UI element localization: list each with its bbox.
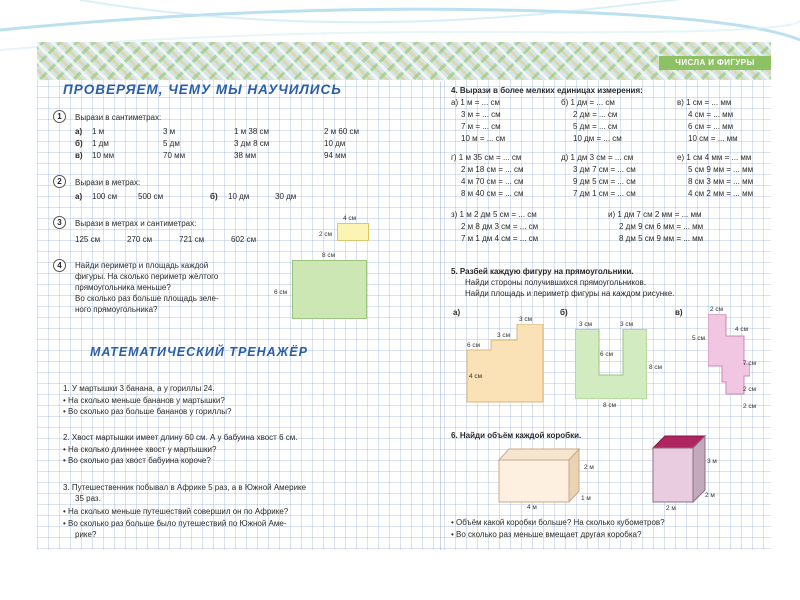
- yellow-rectangle: [337, 223, 369, 241]
- value: 94 мм: [324, 151, 347, 160]
- conversion: 6 см = ... мм: [688, 122, 734, 131]
- row-label: а): [75, 192, 83, 201]
- dimension-label: 4 см: [343, 215, 357, 222]
- trainer-line: • На сколько меньше путешествий совершил он по Африке?: [63, 507, 289, 516]
- conversion: 5 см 9 мм = ... мм: [688, 165, 754, 174]
- conversion: 7 м = ... см: [461, 122, 501, 131]
- dimension-label: 2 м: [666, 505, 676, 512]
- conversion: з) 1 м 2 дм 5 см = ... см: [451, 210, 537, 219]
- trainer-line: • Во сколько раз хвост бабуина короче?: [63, 456, 211, 465]
- value: 2 м 60 см: [324, 127, 360, 136]
- figure-label: а): [453, 308, 461, 317]
- conversion: 10 дм = ... см: [573, 134, 622, 143]
- conversion: 9 дм 5 см = ... см: [573, 177, 636, 186]
- trainer-line: 2. Хвост мартышки имеет длину 60 см. А у бабуина хвост 6 см.: [63, 433, 298, 442]
- page-divider: [440, 82, 441, 550]
- conversion: 5 дм = ... см: [573, 122, 618, 131]
- figure-label: б): [560, 308, 568, 317]
- box-1: [497, 446, 582, 506]
- value: 38 мм: [234, 151, 257, 160]
- task-5-line: Найди стороны получившихся прямоугольников.: [465, 278, 647, 287]
- figure-label: в): [675, 308, 683, 317]
- dimension-label: 6 см: [274, 289, 288, 296]
- conversion: и) 1 дм 7 см 2 мм = ... мм: [608, 210, 702, 219]
- value: 1 дм: [92, 139, 109, 148]
- value: 500 см: [138, 192, 164, 201]
- conversion: д) 1 дм 3 см = ... см: [561, 153, 634, 162]
- task-number: 1: [53, 110, 66, 123]
- conversion: 3 дм 7 см = ... см: [573, 165, 636, 174]
- conversion: 4 см = ... мм: [688, 110, 734, 119]
- dimension-label: 8 см: [649, 364, 663, 371]
- task-4-line: ного прямоугольника?: [75, 305, 158, 314]
- value: 1 м: [92, 127, 105, 136]
- dimension-label: 8 см: [322, 252, 336, 259]
- row-label: в): [75, 151, 83, 160]
- dimension-label: 2 см: [710, 306, 724, 313]
- value: 3 м: [163, 127, 176, 136]
- conversion: г) 1 м 35 см = ... см: [451, 153, 522, 162]
- dimension-label: 4 см: [735, 326, 749, 333]
- dimension-label: 1 м: [581, 495, 591, 502]
- conversion: 10 см = ... мм: [688, 134, 738, 143]
- task-2-question: Вырази в метрах:: [75, 178, 141, 187]
- dimension-label: 7 см: [743, 360, 757, 367]
- dimension-label: 4 см: [469, 373, 483, 380]
- conversion: а) 1 м = ... см: [451, 98, 501, 107]
- trainer-line: • На сколько меньше бананов у мартышки?: [63, 396, 225, 405]
- task-1-question: Вырази в сантиметрах:: [75, 113, 162, 122]
- conversion: в) 1 см = ... мм: [677, 98, 732, 107]
- conversion: 2 м 18 см = ... см: [461, 165, 524, 174]
- conversion: е) 1 см 4 мм = ... мм: [677, 153, 752, 162]
- task-number: 4: [53, 259, 66, 272]
- dimension-label: 4 м: [527, 504, 537, 511]
- value: 70 мм: [163, 151, 186, 160]
- dimension-label: 3 см: [497, 332, 511, 339]
- conversion: 3 м = ... см: [461, 110, 501, 119]
- value: 100 см: [92, 192, 118, 201]
- value: 3 дм 8 см: [234, 139, 270, 148]
- conversion: 8 м 40 см = ... см: [461, 189, 524, 198]
- value: 602 см: [231, 235, 257, 244]
- value: 5 дм: [163, 139, 180, 148]
- task-6-bullet: • Объём какой коробки больше? На сколько кубометров?: [451, 518, 665, 527]
- dimension-label: 3 м: [707, 458, 717, 465]
- trainer-line: • Во сколько раз больше бананов у гориллы?: [63, 407, 232, 416]
- value: 10 дм: [324, 139, 346, 148]
- task-5-line: Найди площадь и периметр фигуры на каждом рисунке.: [465, 289, 675, 298]
- task-5-line: 5. Разбей каждую фигуру на прямоугольники.: [451, 267, 634, 276]
- trainer-line: 1. У мартышки 3 банана, а у гориллы 24.: [63, 384, 215, 393]
- dimension-label: 2 см: [319, 231, 333, 238]
- row-label: б): [210, 192, 218, 201]
- row-label: а): [75, 127, 83, 136]
- conversion: 8 дм 5 см 9 мм = ... мм: [619, 234, 704, 243]
- value: 1 м 38 см: [234, 127, 270, 136]
- trainer-line: 35 раз.: [75, 494, 101, 503]
- row-label: б): [75, 139, 83, 148]
- dimension-label: 6 см: [600, 351, 614, 358]
- trainer-line: • На сколько длиннее хвост у мартышки?: [63, 445, 217, 454]
- dimension-label: 6 см: [467, 342, 481, 349]
- conversion: 2 дм 9 см 6 мм = ... мм: [619, 222, 704, 231]
- trainer-line: • Во сколько раз больше было путешествий по Южной Аме-: [63, 519, 287, 528]
- dimension-label: 3 см: [620, 321, 634, 328]
- textbook-page: [37, 42, 771, 550]
- task-4-line: прямоугольника меньше?: [75, 283, 171, 292]
- green-rectangle: [292, 260, 367, 319]
- dimension-label: 2 см: [743, 403, 757, 410]
- task-3-question: Вырази в метрах и сантиметрах:: [75, 219, 197, 228]
- task-4-line: Во сколько раз больше площадь зеле-: [75, 294, 219, 303]
- conversion: 2 м 8 дм 3 см = ... см: [461, 222, 539, 231]
- task-4-line: Найди периметр и площадь каждой: [75, 261, 209, 270]
- conversion: 8 см 3 мм = ... мм: [688, 177, 754, 186]
- figure-b: [575, 329, 647, 399]
- section-title: ПРОВЕРЯЕМ, ЧЕМУ МЫ НАУЧИЛИСЬ: [63, 82, 342, 97]
- conversion: 7 дм 1 см = ... см: [573, 189, 636, 198]
- task-number: 3: [53, 216, 66, 229]
- value: 30 дм: [275, 192, 297, 201]
- conversion: б) 1 дм = ... см: [561, 98, 615, 107]
- dimension-label: 8 см: [603, 402, 617, 409]
- dimension-label: 2 см: [743, 386, 757, 393]
- value: 10 мм: [92, 151, 115, 160]
- task-6-bullet: • Во сколько раз меньше вмещает другая коробка?: [451, 530, 642, 539]
- value: 10 дм: [228, 192, 250, 201]
- value: 721 см: [179, 235, 205, 244]
- trainer-line: 3. Путешественник побывал в Африке 5 раз, а в Южной Америке: [63, 483, 307, 492]
- task-4r-question: 4. Вырази в более мелких единицах измерения:: [451, 86, 643, 95]
- task-6-question: 6. Найди объём каждой коробки.: [451, 431, 582, 440]
- value: 270 см: [127, 235, 153, 244]
- conversion: 10 м = ... см: [461, 134, 506, 143]
- box-2: [651, 434, 707, 504]
- task-number: 2: [53, 175, 66, 188]
- conversion: 4 м 70 см = ... см: [461, 177, 524, 186]
- conversion: 2 дм = ... см: [573, 110, 618, 119]
- task-4-line: фигуры. На сколько периметр жёлтого: [75, 272, 219, 281]
- trainer-title: МАТЕМАТИЧЕСКИЙ ТРЕНАЖЁР: [90, 345, 308, 359]
- dimension-label: 3 см: [519, 316, 533, 323]
- dimension-label: 2 м: [584, 464, 594, 471]
- dimension-label: 2 м: [705, 492, 715, 499]
- section-tag: ЧИСЛА И ФИГУРЫ: [659, 56, 771, 70]
- dimension-label: 3 см: [579, 321, 593, 328]
- dimension-label: 5 см: [692, 335, 706, 342]
- trainer-line: рике?: [75, 530, 97, 539]
- value: 125 см: [75, 235, 101, 244]
- conversion: 7 м 1 дм 4 см = ... см: [461, 234, 539, 243]
- conversion: 4 см 2 мм = ... мм: [688, 189, 754, 198]
